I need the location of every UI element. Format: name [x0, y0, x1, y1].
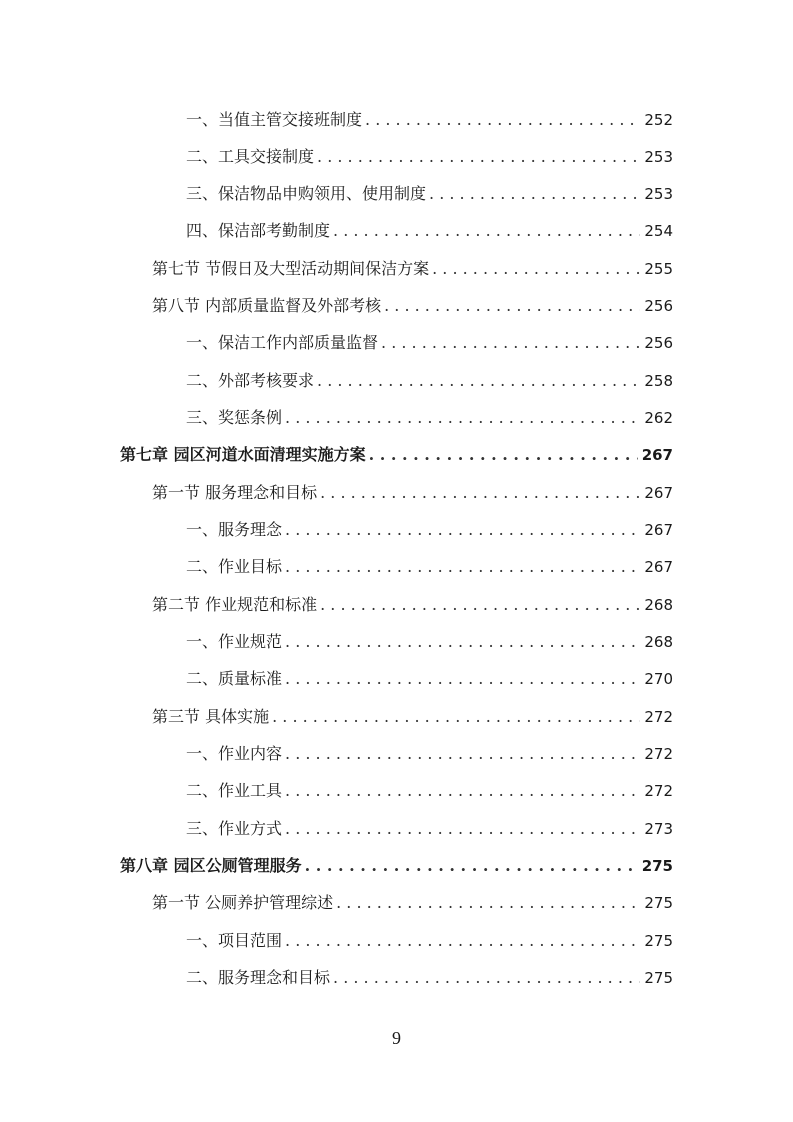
toc-entry-label: 一、服务理念 — [186, 520, 283, 539]
toc-entry[interactable] — [152, 480, 673, 506]
toc-leader-dots — [282, 666, 640, 692]
toc-entry-label: 一、当值主管交接班制度 — [186, 110, 363, 129]
toc-entry[interactable] — [186, 965, 673, 991]
toc-entry-page: 275 — [644, 932, 673, 950]
toc-leader-dots — [302, 853, 638, 879]
toc-entry-page: 275 — [641, 857, 673, 875]
toc-entry-page: 267 — [641, 446, 673, 464]
toc-entry[interactable] — [186, 144, 673, 170]
toc-leader-dots — [282, 517, 640, 543]
toc-leader-dots — [378, 330, 640, 356]
toc-entry[interactable] — [186, 554, 673, 580]
toc-entry-label: 第七节 节假日及大型活动期间保洁方案 — [152, 259, 430, 278]
toc-leader-dots — [282, 928, 640, 954]
toc-entry-page: 272 — [644, 782, 673, 800]
toc-entry-label: 一、保洁工作内部质量监督 — [186, 333, 379, 352]
toc-entry-label: 第三节 具体实施 — [152, 707, 270, 726]
toc-entry[interactable] — [186, 741, 673, 767]
toc-entry-page: 268 — [644, 596, 673, 614]
toc-entry[interactable] — [186, 107, 673, 133]
toc-entry-page: 256 — [644, 334, 673, 352]
toc-leader-dots — [330, 965, 640, 991]
toc-entry[interactable] — [120, 442, 673, 468]
toc-entry-page: 262 — [644, 409, 673, 427]
toc-leader-dots — [426, 181, 640, 207]
toc-entry-label: 一、作业内容 — [186, 744, 283, 763]
toc-entry-page: 267 — [644, 521, 673, 539]
toc-entry-label: 二、外部考核要求 — [186, 371, 315, 390]
toc-entry[interactable] — [152, 256, 673, 282]
toc-entry-page: 275 — [644, 969, 673, 987]
toc-entry[interactable] — [186, 629, 673, 655]
toc-entry-page: 272 — [644, 708, 673, 726]
toc-leader-dots — [314, 144, 640, 170]
toc-entry-label: 第七章 园区河道水面清理实施方案 — [120, 445, 366, 464]
toc-entry-label: 第一节 公厕养护管理综述 — [152, 893, 334, 912]
toc-entry[interactable] — [186, 816, 673, 842]
toc-entry-label: 第八节 内部质量监督及外部考核 — [152, 296, 382, 315]
toc-leader-dots — [282, 741, 640, 767]
toc-leader-dots — [381, 293, 640, 319]
toc-entry-label: 三、保洁物品申购领用、使用制度 — [186, 184, 427, 203]
toc-entry-page: 253 — [644, 148, 673, 166]
toc-entry-page: 254 — [644, 222, 673, 240]
toc-entry-page: 268 — [644, 633, 673, 651]
toc-entry-page: 256 — [644, 297, 673, 315]
toc-leader-dots — [282, 629, 640, 655]
toc-entry[interactable] — [186, 405, 673, 431]
page-number: 9 — [392, 1028, 401, 1048]
toc-entry-label: 二、工具交接制度 — [186, 147, 315, 166]
toc-leader-dots — [282, 554, 640, 580]
toc-leader-dots — [282, 778, 640, 804]
toc-entry[interactable] — [186, 181, 673, 207]
toc-entry[interactable] — [186, 517, 673, 543]
toc-entry-page: 272 — [644, 745, 673, 763]
toc-leader-dots — [317, 592, 640, 618]
toc-entry-label: 第一节 服务理念和目标 — [152, 483, 318, 502]
toc-leader-dots — [282, 816, 640, 842]
toc-leader-dots — [366, 442, 638, 468]
toc-entry[interactable] — [186, 666, 673, 692]
toc-entry-label: 第二节 作业规范和标准 — [152, 595, 318, 614]
toc-entry-label: 二、作业目标 — [186, 557, 283, 576]
toc-entry[interactable] — [186, 778, 673, 804]
toc-entry-page: 255 — [644, 260, 673, 278]
toc-leader-dots — [314, 368, 640, 394]
toc-entry-label: 四、保洁部考勤制度 — [186, 221, 331, 240]
toc-entry-page: 258 — [644, 372, 673, 390]
toc-entry-page: 253 — [644, 185, 673, 203]
toc-entry-label: 第八章 园区公厕管理服务 — [120, 856, 302, 875]
toc-entry[interactable] — [152, 592, 673, 618]
toc-entry-label: 二、服务理念和目标 — [186, 968, 331, 987]
toc-entry-label: 二、作业工具 — [186, 781, 283, 800]
toc-entry[interactable] — [120, 853, 673, 879]
toc-entry[interactable] — [152, 293, 673, 319]
toc-leader-dots — [429, 256, 640, 282]
toc-entry-label: 三、作业方式 — [186, 819, 283, 838]
toc-entry-label: 一、作业规范 — [186, 632, 283, 651]
toc-entry[interactable] — [186, 218, 673, 244]
toc-entry-page: 270 — [644, 670, 673, 688]
toc-entry-page: 267 — [644, 484, 673, 502]
toc-entry-page: 267 — [644, 558, 673, 576]
toc-entry-page: 275 — [644, 894, 673, 912]
toc-entry-label: 三、奖惩条例 — [186, 408, 283, 427]
toc-entry-label: 二、质量标准 — [186, 669, 283, 688]
toc-leader-dots — [362, 107, 640, 133]
toc-entry[interactable] — [186, 928, 673, 954]
toc-leader-dots — [330, 218, 640, 244]
toc-entry[interactable] — [152, 890, 673, 916]
toc-leader-dots — [269, 704, 640, 730]
toc-entry[interactable] — [186, 368, 673, 394]
toc-entry-label: 一、项目范围 — [186, 931, 283, 950]
toc-entry-page: 273 — [644, 820, 673, 838]
toc-leader-dots — [317, 480, 640, 506]
toc-entry[interactable] — [152, 704, 673, 730]
toc-leader-dots — [282, 405, 640, 431]
toc-entry-page: 252 — [644, 111, 673, 129]
toc-entry[interactable] — [186, 330, 673, 356]
toc-leader-dots — [333, 890, 640, 916]
